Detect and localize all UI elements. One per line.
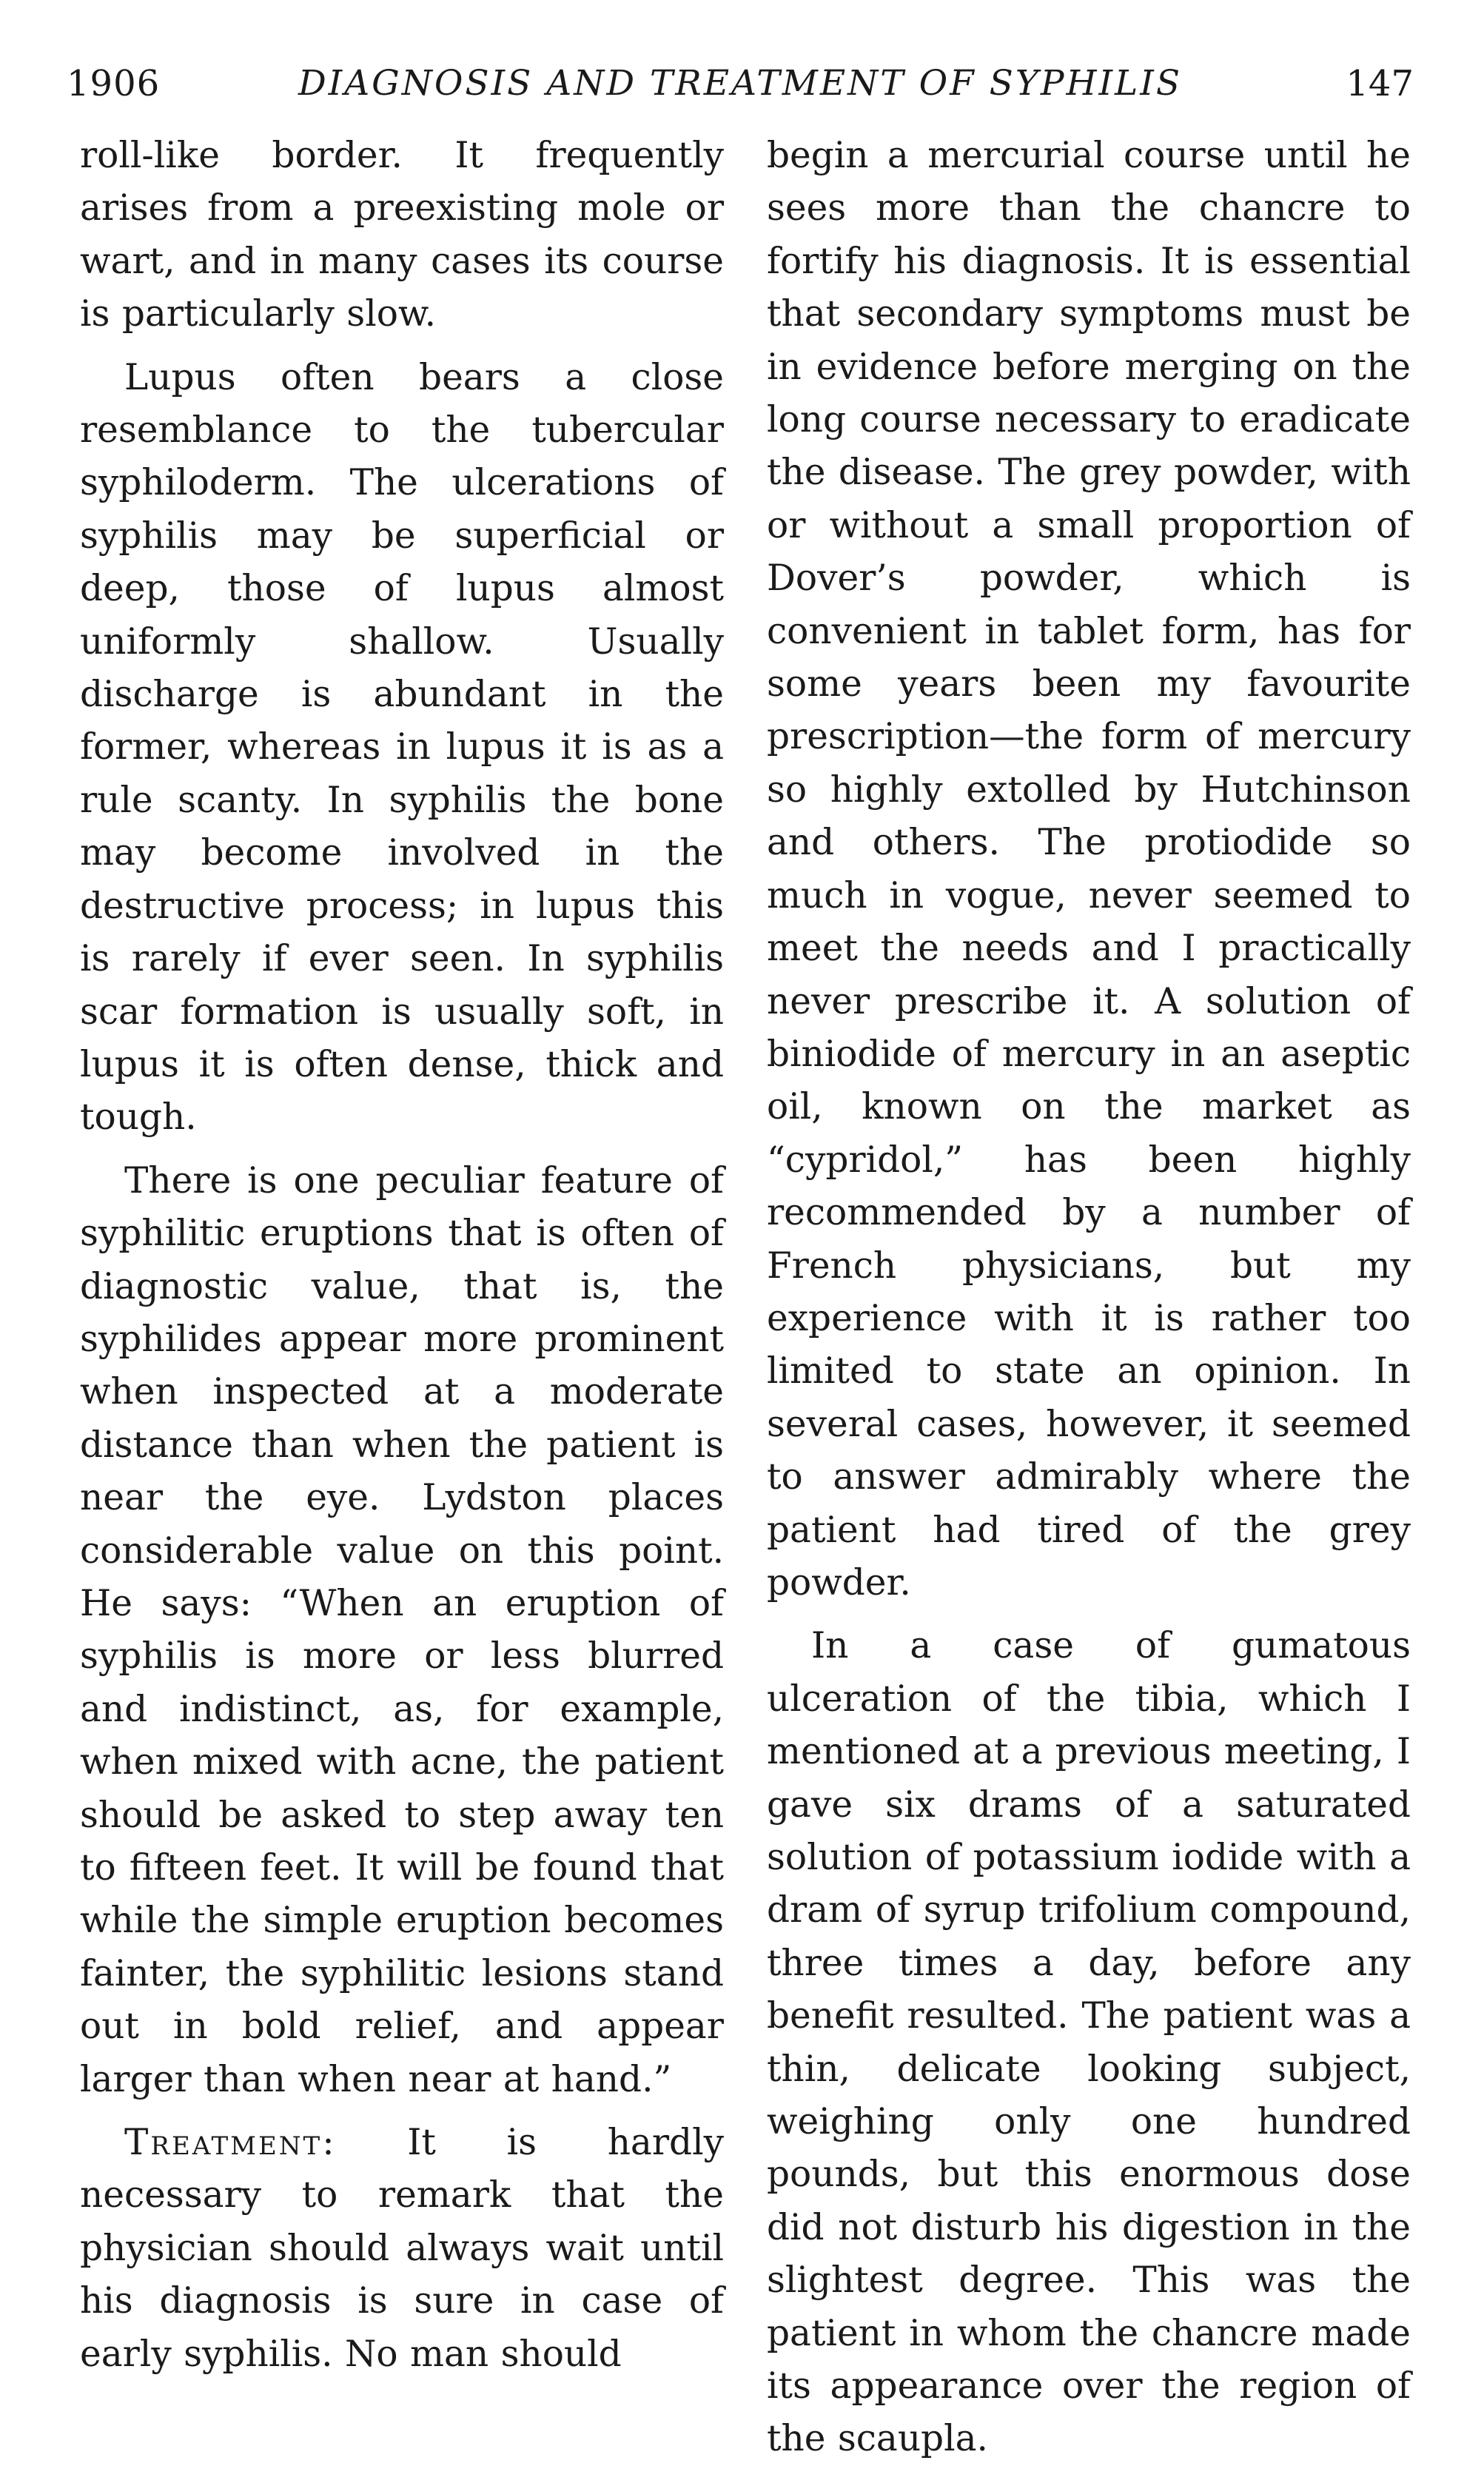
left-column [80, 130, 724, 2381]
treatment-heading: Treatment: [124, 2122, 337, 2164]
page-number: 147 [1346, 63, 1414, 104]
right-column [767, 130, 1411, 2466]
paragraph-gumatous-case: In a case of gumatous ulceration of the tibia, which I mentioned at a previous meeting, I gave six drams of a saturated solution of potassium iodide with a dram of syrup trifolium compound, three times a day, before any benefit resulted. The patient was a thin, delicate looking subject, weighing only one hundred pounds, but this enormous dose did not disturb his digestion in the slightest degree. This was the patient in whom the chancre made its appearance over the region of the scaupla. [767, 1625, 1411, 2460]
header-year: 1906 [67, 63, 161, 104]
treatment-text: It is hardly necessary to remark that the physician should always wait until his diagnosis is sure in case of early syphilis. No man should [80, 2122, 724, 2375]
header-title: DIAGNOSIS AND TREATMENT OF SYPHILIS [298, 63, 1183, 104]
paragraph-eruptions: There is one peculiar feature of syphilitic eruptions that is often of diagnostic value, that is, the syphilides appear more prominent when inspected at a moderate distance than when the patient is near the eye. Lydston places considerable value on this point. He says: “When an eruption of syphilis is more or less blurred and indistinct, as, for example, when mixed with acne, the patient should be asked to step away ten to fifteen feet. It will be found that while the simple eruption becomes fainter, the syphilitic lesions stand out in bold relief, and appear larger than when near at hand.” [80, 1159, 724, 2100]
paragraph-treatment [80, 2117, 724, 2381]
paragraph-continuation: roll-like border. It frequently arises from a preexisting mole or wart, and in many cases its course is particularly slow. [80, 135, 724, 335]
paragraph-lupus: Lupus often bears a close resemblance to the tubercular syphiloderm. The ulcerations of syphilis may be superficial or deep, those of lupus almost uniformly shallow. Usually discharge is abundant in the former, whereas in lupus it is as a rule scanty. In syphilis the bone may become involved in the destructive process; in lupus this is rarely if ever seen. In syphilis scar formation is usually soft, in lupus it is often dense, thick and tough. [80, 356, 724, 1139]
paragraph-mercurial-course: begin a mercurial course until he sees more than the chancre to fortify his diagnosis. It is essential that secondary symptoms must be in evidence before merging on the long course necessary to eradicate the disease. The grey powder, with or without a small proportion of Dover’s powder, which is convenient in tablet form, has for some years been my favourite prescription—the form of mercury so highly extolled by Hutchinson and others. The protiodide so much in vogue, never seemed to meet the needs and I practically never prescribe it. A solution of biniodide of mercury in an aseptic oil, known on the market as “cypridol,” has been highly recommended by a number of French physicians, but my experience with it is rather too limited to state an opinion. In several cases, however, it seemed to answer admirably where the patient had tired of the grey powder. [767, 135, 1411, 1604]
running-header [67, 58, 1414, 110]
